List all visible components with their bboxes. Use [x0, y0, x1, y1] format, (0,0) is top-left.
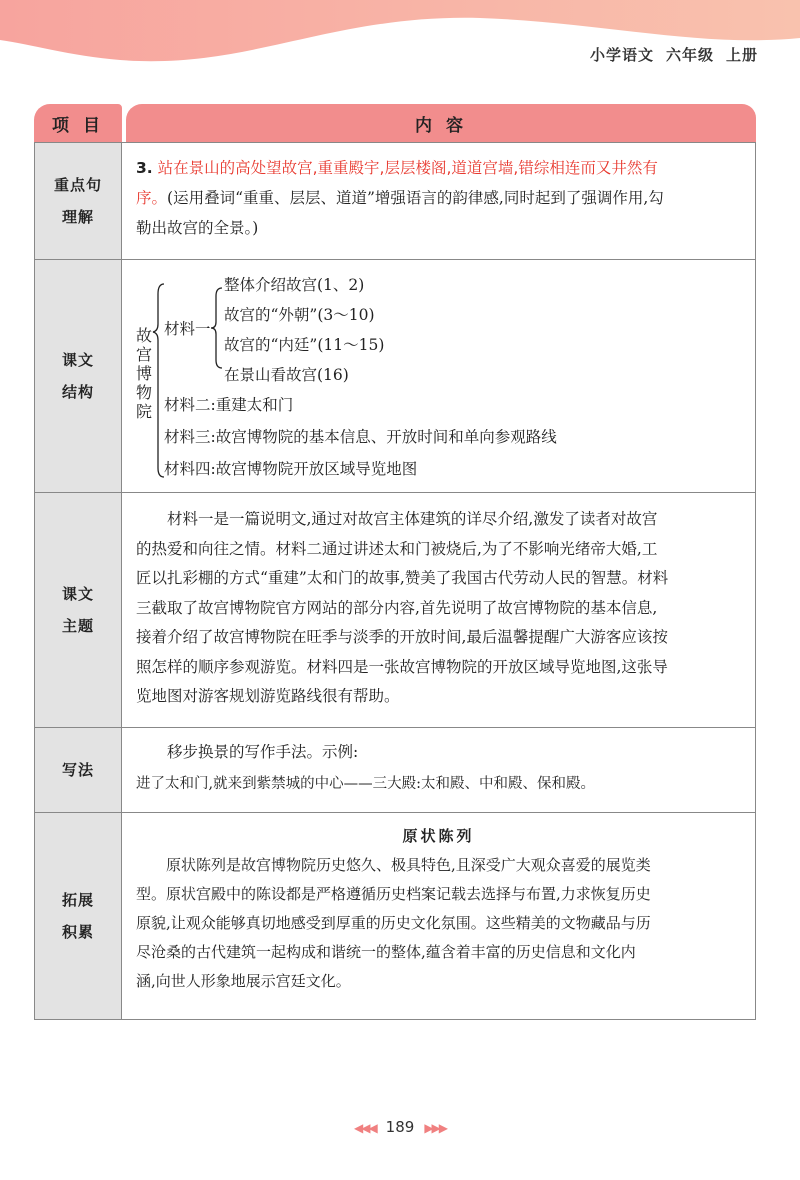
structure-sub-item: 整体介绍故宫(1、2)	[224, 276, 365, 294]
theme-line: 照怎样的顺序参观游览。材料四是一张故宫博物院的开放区域导览地图,这张导	[136, 657, 668, 676]
book-title	[578, 44, 758, 65]
volume-label: 上册	[725, 46, 758, 64]
label-line: 理解	[61, 208, 94, 226]
theme-content	[122, 493, 755, 727]
theme-line: 览地图对游客规划游览路线很有帮助。	[136, 687, 400, 705]
row-structure	[35, 259, 755, 492]
label-line: 课文	[61, 585, 94, 603]
label-line: 拓展	[61, 891, 94, 909]
label-line: 重点句	[53, 176, 102, 194]
material2-item: 材料二:重建太和门	[164, 396, 294, 414]
key-sentence-line	[136, 183, 741, 213]
key-sentence-content	[122, 143, 755, 259]
label-key-sentence	[35, 143, 122, 259]
label-line: 课文	[61, 351, 94, 369]
page-number: 189	[385, 1118, 415, 1136]
label-line: 结构	[61, 383, 94, 401]
writing-method-line: 移步换景的写作手法。示例:	[167, 743, 359, 761]
extension-title: 原状陈列	[402, 827, 475, 845]
key-sentence-note: 勒出故宫的全景。)	[136, 219, 259, 237]
extension-line: 原状陈列是故宫博物院历史悠久、极具特色,且深受广大观众喜爱的展览类	[166, 856, 651, 874]
left-arrows-icon: ◀◀◀	[353, 1121, 376, 1135]
label-line: 积累	[61, 923, 94, 941]
root-char: 院	[135, 402, 152, 421]
theme-line: 匠以扎彩棚的方式“重建”太和门的故事,赞美了我国古代劳动人民的智慧。材料	[136, 569, 669, 587]
row-extension	[35, 812, 755, 1019]
key-sentence-note: (运用叠词“重重、层层、道道”增强语言的韵律感,同时起到了强调作用,勾	[167, 189, 664, 207]
root-char: 博	[135, 364, 152, 383]
theme-line: 材料一是一篇说明文,通过对故宫主体建筑的详尽介绍,激发了读者对故宫	[167, 510, 658, 528]
column-header-content: 内 容	[126, 104, 756, 142]
structure-sub-item: 故宫的“内廷”(11～15)	[224, 336, 385, 354]
root-char: 物	[135, 383, 152, 402]
material1-label: 材料一	[164, 320, 211, 338]
key-sentence-quote-end: 序。	[136, 189, 168, 207]
right-arrows-icon: ▶▶▶	[424, 1121, 446, 1135]
label-extension	[35, 813, 122, 1019]
extension-line: 型。原状宫殿中的陈设都是严格遵循历史档案记载去选择与布置,力求恢复历史	[136, 885, 651, 903]
root-char: 宫	[135, 345, 152, 364]
key-sentence-line	[136, 153, 741, 183]
structure-content	[122, 260, 755, 492]
writing-example-line: 进了太和门,就来到紫禁城的中心——三大殿:太和殿、中和殿、保和殿。	[136, 776, 595, 792]
material4-item: 材料四:故宫博物院开放区域导览地图	[164, 460, 418, 478]
material3-item: 材料三:故宫博物院的基本信息、开放时间和单向参观路线	[164, 428, 557, 446]
writing-method-content	[122, 728, 755, 812]
extension-content	[122, 813, 755, 1019]
structure-diagram	[134, 266, 743, 486]
grade-label: 六年级	[665, 46, 714, 64]
page-number-footer	[0, 1118, 800, 1136]
row-writing-method	[35, 727, 755, 812]
label-writing-method	[35, 728, 122, 812]
extension-line: 原貌,让观众能够真切地感受到厚重的历史文化氛围。这些精美的文物藏品与历	[136, 914, 651, 932]
structure-root-title	[134, 326, 154, 421]
label-theme	[35, 493, 122, 727]
root-char: 故	[135, 326, 152, 345]
content-table	[34, 142, 756, 1020]
label-line: 主题	[61, 617, 94, 635]
theme-line: 的热爱和向往之情。材料二通过讲述太和门被烧后,为了不影响光绪帝大婚,工	[136, 539, 658, 558]
item-number: 3.	[136, 159, 153, 177]
label-structure	[35, 260, 122, 492]
theme-line: 三截取了故宫博物院官方网站的部分内容,首先说明了故宫博物院的基本信息,	[136, 598, 658, 617]
key-sentence-quote: 站在景山的高处望故宫,重重殿宇,层层楼阁,道道宫墙,错综相连而又井然有	[157, 159, 658, 177]
theme-line: 接着介绍了故宫博物院在旺季与淡季的开放时间,最后温馨提醒广大游客应该按	[136, 628, 668, 646]
column-header-item: 项 目	[34, 104, 122, 142]
label-line: 写法	[61, 761, 94, 779]
extension-line: 尽沧桑的古代建筑一起构成和谐统一的整体,蕴含着丰富的历史信息和文化内	[136, 943, 636, 961]
row-theme	[35, 492, 755, 727]
row-key-sentence	[35, 143, 755, 259]
structure-sub-item: 故宫的“外朝”(3～10)	[224, 306, 375, 324]
subject-label: 小学语文	[589, 46, 654, 64]
structure-sub-item: 在景山看故宫(16)	[224, 366, 349, 384]
extension-line: 涵,向世人形象地展示宫廷文化。	[136, 972, 351, 990]
